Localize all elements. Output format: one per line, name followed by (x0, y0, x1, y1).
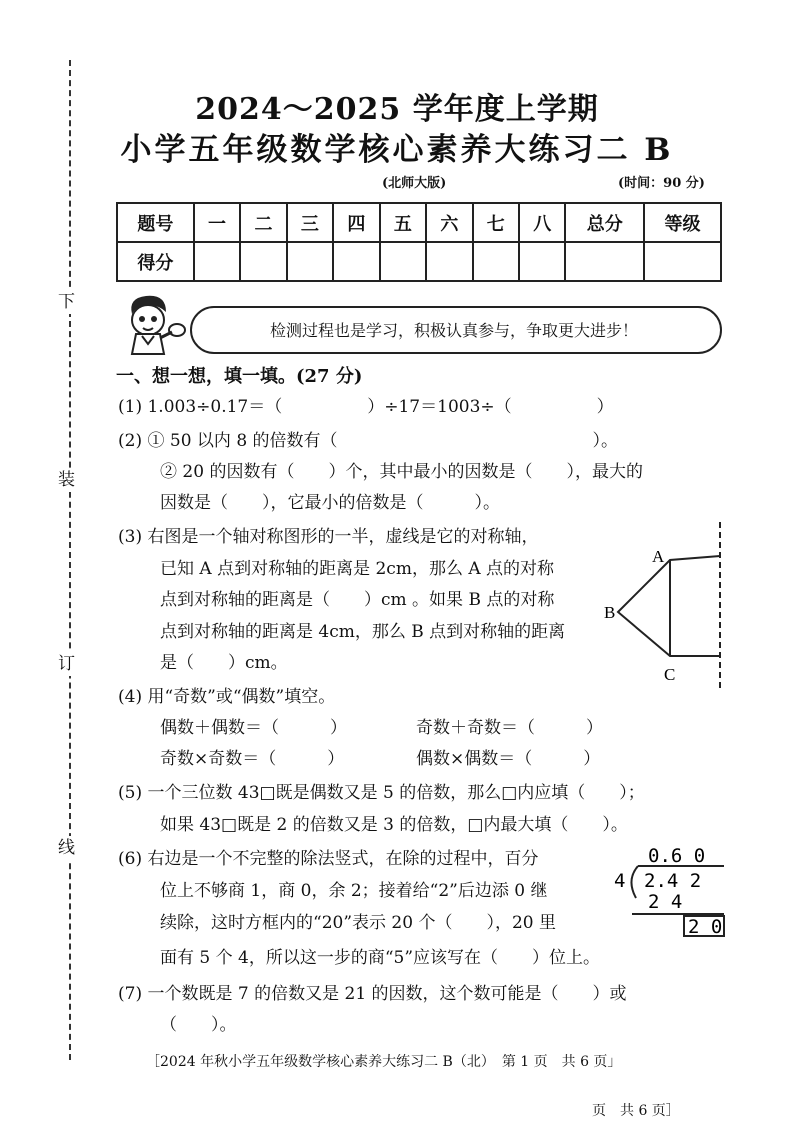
question-5b: 如果 43□既是 2 的倍数又是 3 的倍数，□内最大填（ ）。 (160, 815, 628, 835)
time-label: (时间：90 分) (618, 176, 705, 191)
question-4a: 偶数＋偶数＝（ ） (160, 718, 347, 738)
symmetry-figure (596, 520, 726, 690)
bubble-tail (168, 323, 186, 337)
question-5a: (5) 一个三位数 43□既是偶数又是 5 的倍数，那么□内应填（ ）； (118, 783, 645, 803)
question-4b: 奇数＋奇数＝（ ） (416, 718, 603, 738)
title-line-2: 小学五年级数学核心素养大练习二 B (120, 132, 674, 168)
question-7a: (7) 一个数既是 7 的倍数又是 21 的因数，这个数可能是（ ）或 (118, 984, 627, 1004)
page-footer-bottom: 页 共 6 页］ (592, 1103, 680, 1119)
section-heading: 一、想一想，填一填。(27 分) (116, 366, 363, 387)
question-2c: 因数是（ ），它最小的倍数是（ ）。 (160, 493, 500, 513)
question-3a: (3) 右图是一个轴对称图形的一半，虚线是它的对称轴， (118, 527, 539, 547)
header-cell: 二 (240, 203, 286, 242)
score-cell[interactable] (519, 242, 565, 281)
question-2b: ② 20 的因数有（ ）个，其中最小的因数是（ ），最大的 (160, 462, 643, 482)
header-cell: 五 (380, 203, 426, 242)
question-6c: 续除，这时方框内的“20”表示 20 个（ ），20 里 (160, 913, 556, 933)
page-footer: ［2024 年秋小学五年级数学核心素养大练习二 B（北） 第 1 页 共 6 页」 (146, 1054, 622, 1070)
division-quotient: 0.6 0 (648, 845, 706, 867)
question-6a: (6) 右边是一个不完整的除法竖式，在除的过程中，百分 (118, 849, 539, 869)
header-cell: 题号 (117, 203, 194, 242)
binding-char-zhuang: 装 (58, 470, 75, 490)
header-cell: 总分 (565, 203, 644, 242)
score-table (116, 202, 722, 282)
question-4c: 奇数×奇数＝（ ） (160, 749, 345, 769)
division-divisor: 4 (614, 870, 626, 892)
binding-char-xian: 线 (58, 838, 75, 858)
score-cell[interactable] (333, 242, 379, 281)
header-cell: 一 (194, 203, 240, 242)
question-6d: 面有 5 个 4，所以这一步的商“5”应该写在（ ）位上。 (160, 948, 601, 968)
question-3e: 是（ ）cm。 (160, 653, 288, 673)
score-cell[interactable] (473, 242, 519, 281)
edition-label: (北师大版) (382, 176, 447, 191)
header-cell: 四 (333, 203, 379, 242)
question-6b: 位上不够商 1，商 0，余 2；接着给“2”后边添 0 继 (160, 881, 548, 901)
header-cell: 七 (473, 203, 519, 242)
header-cell: 六 (426, 203, 472, 242)
question-3d: 点到对称轴的距离是 4cm，那么 B 点到对称轴的距离 (160, 622, 566, 642)
binding-char-xia: 下 (58, 292, 75, 312)
score-cell[interactable] (380, 242, 426, 281)
long-division-figure (612, 842, 730, 938)
division-box-value: 2 0 (688, 916, 723, 938)
point-c-label: C (664, 665, 676, 684)
score-cell[interactable] (565, 242, 644, 281)
score-cell[interactable] (426, 242, 472, 281)
motto-text: 检测过程也是学习，积极认真参与，争取更大进步！ (269, 321, 638, 340)
score-table-score-row (117, 242, 721, 281)
binding-char-ding: 订 (58, 654, 75, 674)
division-subtrahend: 2 4 (648, 891, 683, 913)
question-4: (4) 用“奇数”或“偶数”填空。 (118, 687, 336, 707)
score-cell[interactable] (644, 242, 721, 281)
score-cell[interactable] (287, 242, 333, 281)
score-cell[interactable] (194, 242, 240, 281)
header-cell: 等级 (644, 203, 721, 242)
point-b-label: B (604, 603, 616, 622)
title-line-1: 2024～2025 学年度上学期 (195, 92, 599, 127)
point-a-label: A (652, 547, 665, 566)
header-cell: 八 (519, 203, 565, 242)
question-3b: 已知 A 点到对称轴的距离是 2cm，那么 A 点的对称 (160, 559, 555, 579)
question-2a: (2) ① 50 以内 8 的倍数有（ ）。 (118, 431, 619, 451)
question-1: (1) 1.003÷0.17＝（ ）÷17＝1003÷（ ） (118, 397, 614, 417)
question-3c: 点到对称轴的距离是（ ）cm 。如果 B 点的对称 (160, 590, 555, 610)
question-4d: 偶数×偶数＝（ ） (416, 749, 601, 769)
score-row-label: 得分 (117, 242, 194, 281)
score-cell[interactable] (240, 242, 286, 281)
header-cell: 三 (287, 203, 333, 242)
score-table-header-row (117, 203, 721, 242)
division-dividend: 2.4 2 (644, 870, 702, 892)
question-7b: （ ）。 (160, 1015, 237, 1035)
binding-dashed-line (69, 60, 71, 1060)
